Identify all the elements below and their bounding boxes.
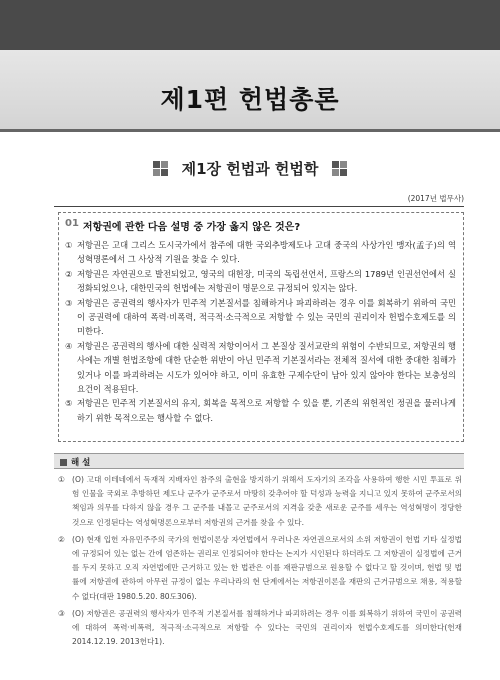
explanation-item: [58, 533, 462, 604]
choice-item: [65, 238, 456, 267]
choice-text: 저항권은 공권력의 행사에 대한 실력적 저항이어서 그 본질상 질서교란의 위험이 수반되므로, 저항권의 행사에는 개별 헌법조항에 대한 단순한 위반이 아닌 민주적 기본질서라는 전체적 질서에 대한 중대한 침해가 있거나 이를 파괴하려는 시도가 있어야 하고, 이미 유효한 구제수단이 남아 있지 않아야 한다는 보충성의 요건이 적용된다.: [77, 340, 456, 395]
choice-item: [65, 396, 456, 425]
choice-number: ⑤: [65, 398, 73, 409]
explanation-body: [58, 473, 462, 652]
choice-item: [65, 267, 456, 296]
choice-number: ③: [65, 297, 73, 308]
square-ornament-icon: [332, 161, 347, 176]
chapter-title: 제1장 헌법과 헌법학: [181, 160, 319, 178]
choice-text: 저항권은 민주적 기본질서의 유지, 회복을 목적으로 저항할 수 있을 뿐, 기존의 위헌적인 정권을 물러나게 하기 위한 목적으로는 행사할 수 없다.: [77, 398, 456, 423]
explanation-item: [58, 473, 462, 530]
question-stem: [65, 218, 456, 233]
explanation-text: (O) 고대 이테네에서 독재적 지배자인 참주의 출현을 방지하기 위해서 도자기의 조각을 사용하여 행한 시민 투표로 위험 인물을 국외로 추방하던 제도나 군주가 군주로서 마땅히 갖추어야 할 덕성과 능력을 지니고 있지 못하여 군주로서의 책임과 의무를 다하지 않을 경우 그 군주를 내몰고 군주로서의 지격을 갖춘 새로운 군주를 세우는 역성혁명이 정당한 것으로 인정된다는 역성혁명론으로부터 저항권의 근거를 찾을 수 있다.: [72, 475, 462, 527]
square-ornament-icon: [153, 161, 168, 176]
divider: [54, 206, 464, 207]
header-bar: [0, 0, 500, 50]
choice-text: 저항권은 자연권으로 발전되었고, 영국의 대헌장, 미국의 독립선언서, 프랑스의 1789년 인권선언에서 실정화되었으나, 대한민국의 헌법에는 저항권이 명문으로 규정되어 있지는 않다.: [77, 268, 456, 294]
choice-text: 저항권은 고대 그리스 도시국가에서 참주에 대한 국외추방제도나 고대 중국의 사상가인 맹자(孟子)의 역성혁명론에서 그 사상적 기원을 찾을 수 있다.: [77, 240, 456, 265]
choice-number: ④: [65, 340, 73, 351]
explanation-label: [54, 453, 464, 469]
part-banner: [0, 50, 500, 132]
question-text: 저항권에 관한 다음 설명 중 가장 옳지 않은 것은?: [82, 222, 301, 233]
choice-number: ②: [65, 268, 73, 279]
explanation-number: ②: [58, 534, 65, 544]
choice-text: 저항권은 공권력의 행사자가 민주적 기본질서를 침해하거나 파괴하려는 경우 이를 회복하기 위하여 국민이 공권력에 대하여 폭력·비폭력, 적극적·소극적으로 저항할 수 있는 국민의 권리이자 헌법수호제도를 의미한다.: [77, 297, 456, 337]
question-number: 01: [65, 218, 79, 229]
choice-item: [65, 339, 456, 397]
explanation-number: ③: [58, 608, 65, 618]
choice-item: [65, 296, 456, 339]
part-title: 제1편 헌법총론: [160, 85, 340, 114]
explanation-text: (O) 현재 입헌 자유민주주의 국가의 헌법이론상 자연법에서 우러나온 자연권으로서의 소위 저항권이 헌법 기타 실정법에 규정되어 있는 없는 간에 엄존하는 권리로 인정되어야 한다는 논지가 시인된다 하더라도 그 저항권이 실정법에 근거를 두지 못하고 오직 자연법에만 근거하고 있는 한 법관은 이를 재판규범으로 원용할 수 없다고 할 것이며, 헌법 및 법률에 저항권에 관하여 아무런 규정이 없는 우리나라의 현 단계에서는 저항권이론을 재판의 근거규범으로 채용, 적용할 수 없다(대판 1980.5.20. 80도306).: [72, 534, 462, 601]
explanation-number: ①: [58, 475, 65, 484]
explanation-text: (O) 저항권은 공권력의 행사자가 민주적 기본질서를 침해하거나 파괴하려는 경우 이를 회복하기 위하여 국민이 공권력에 대하여 폭력·비폭력, 적극적·소극적으로 저항할 수 있다는 국민의 권리이자 헌법수호제도를 의미한다(헌재 2014.12.19. 2013헌다1).: [72, 608, 462, 647]
square-bullet-icon: [60, 459, 67, 466]
chapter-heading: [0, 158, 500, 182]
choice-number: ①: [65, 240, 73, 250]
explanation-label-text: 해 설: [71, 458, 91, 468]
question-box: [58, 212, 464, 442]
explanation-item: [58, 607, 462, 650]
source-note: (2017년 법무사): [407, 194, 464, 203]
